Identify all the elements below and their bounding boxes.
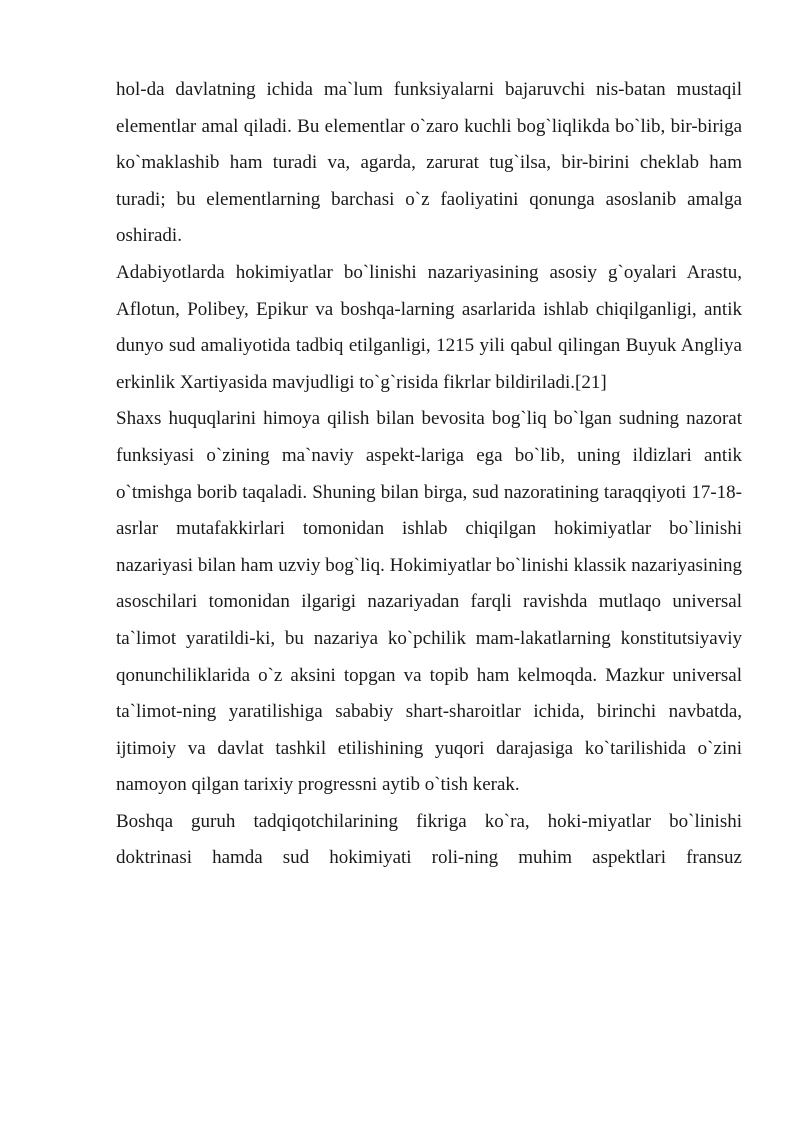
paragraph-2: Adabiyotlarda hokimiyatlar bo`linishi nazariyasining asosiy g`oyalari Arastu, Aflotun, Polibey, Epikur va boshqa-larning asarlarida ishlab chiqilganligi, antik dunyo sud amaliyotida tadbiq etilganligi, 1215 yili qabul qilingan Buyuk Angliya erkinlik Xartiyasida mavjudligi to`g`risida fikrlar bildiriladi.[21]	[116, 261, 742, 393]
body-text	[116, 72, 742, 877]
paragraph-3: Shaxs huquqlarini himoya qilish bilan bevosita bog`liq bo`lgan sudning nazorat funksiyasi o`zining ma`naviy aspekt-lariga ega bo`lib, uning ildizlari antik o`tmishga borib taqaladi. Shuning bilan birga, sud nazoratining taraqqiyoti 17-18-asrlar mutafakkirlari tomonidan ishlab chiqilgan hokimiyatlar bo`linishi nazariyasi bilan ham uzviy bog`liq. Hokimiyatlar bo`linishi klassik nazariyasining asoschilari tomonidan ilgarigi nazariyadan farqli ravishda mutlaqo universal ta`limot yaratildi-ki, bu nazariya ko`pchilik mam-lakatlarning konstitutsiyaviy qonunchiliklarida o`z aksini topgan va topib ham kelmoqda. Mazkur universal ta`limot-ning yaratilishiga sababiy shart-sharoitlar ichida, birinchi navbatda, ijtimoiy va davlat tashkil etilishining yuqori darajasiga ko`tarilishida o`zini namoyon qilgan tarixiy progressni aytib o`tish kerak.	[116, 408, 742, 796]
paragraph-1: hol-da davlatning ichida ma`lum funksiyalarni bajaruvchi nis-batan mustaqil elementlar amal qiladi. Bu elementlar o`zaro kuchli bog`liqlikda bo`lib, bir-biriga ko`maklashib ham turadi va, agarda, zarurat tug`ilsa, bir-birini cheklab ham turadi; bu elementlarning barchasi o`z faoliyatini qonunga asoslanib amalga oshiradi.	[116, 79, 742, 247]
paragraph-4: Boshqa guruh tadqiqotchilarining fikriga ko`ra, hoki-miyatlar bo`linishi doktrinasi hamda sud hokimiyati roli-ning muhim aspektlari fransuz	[116, 810, 742, 869]
